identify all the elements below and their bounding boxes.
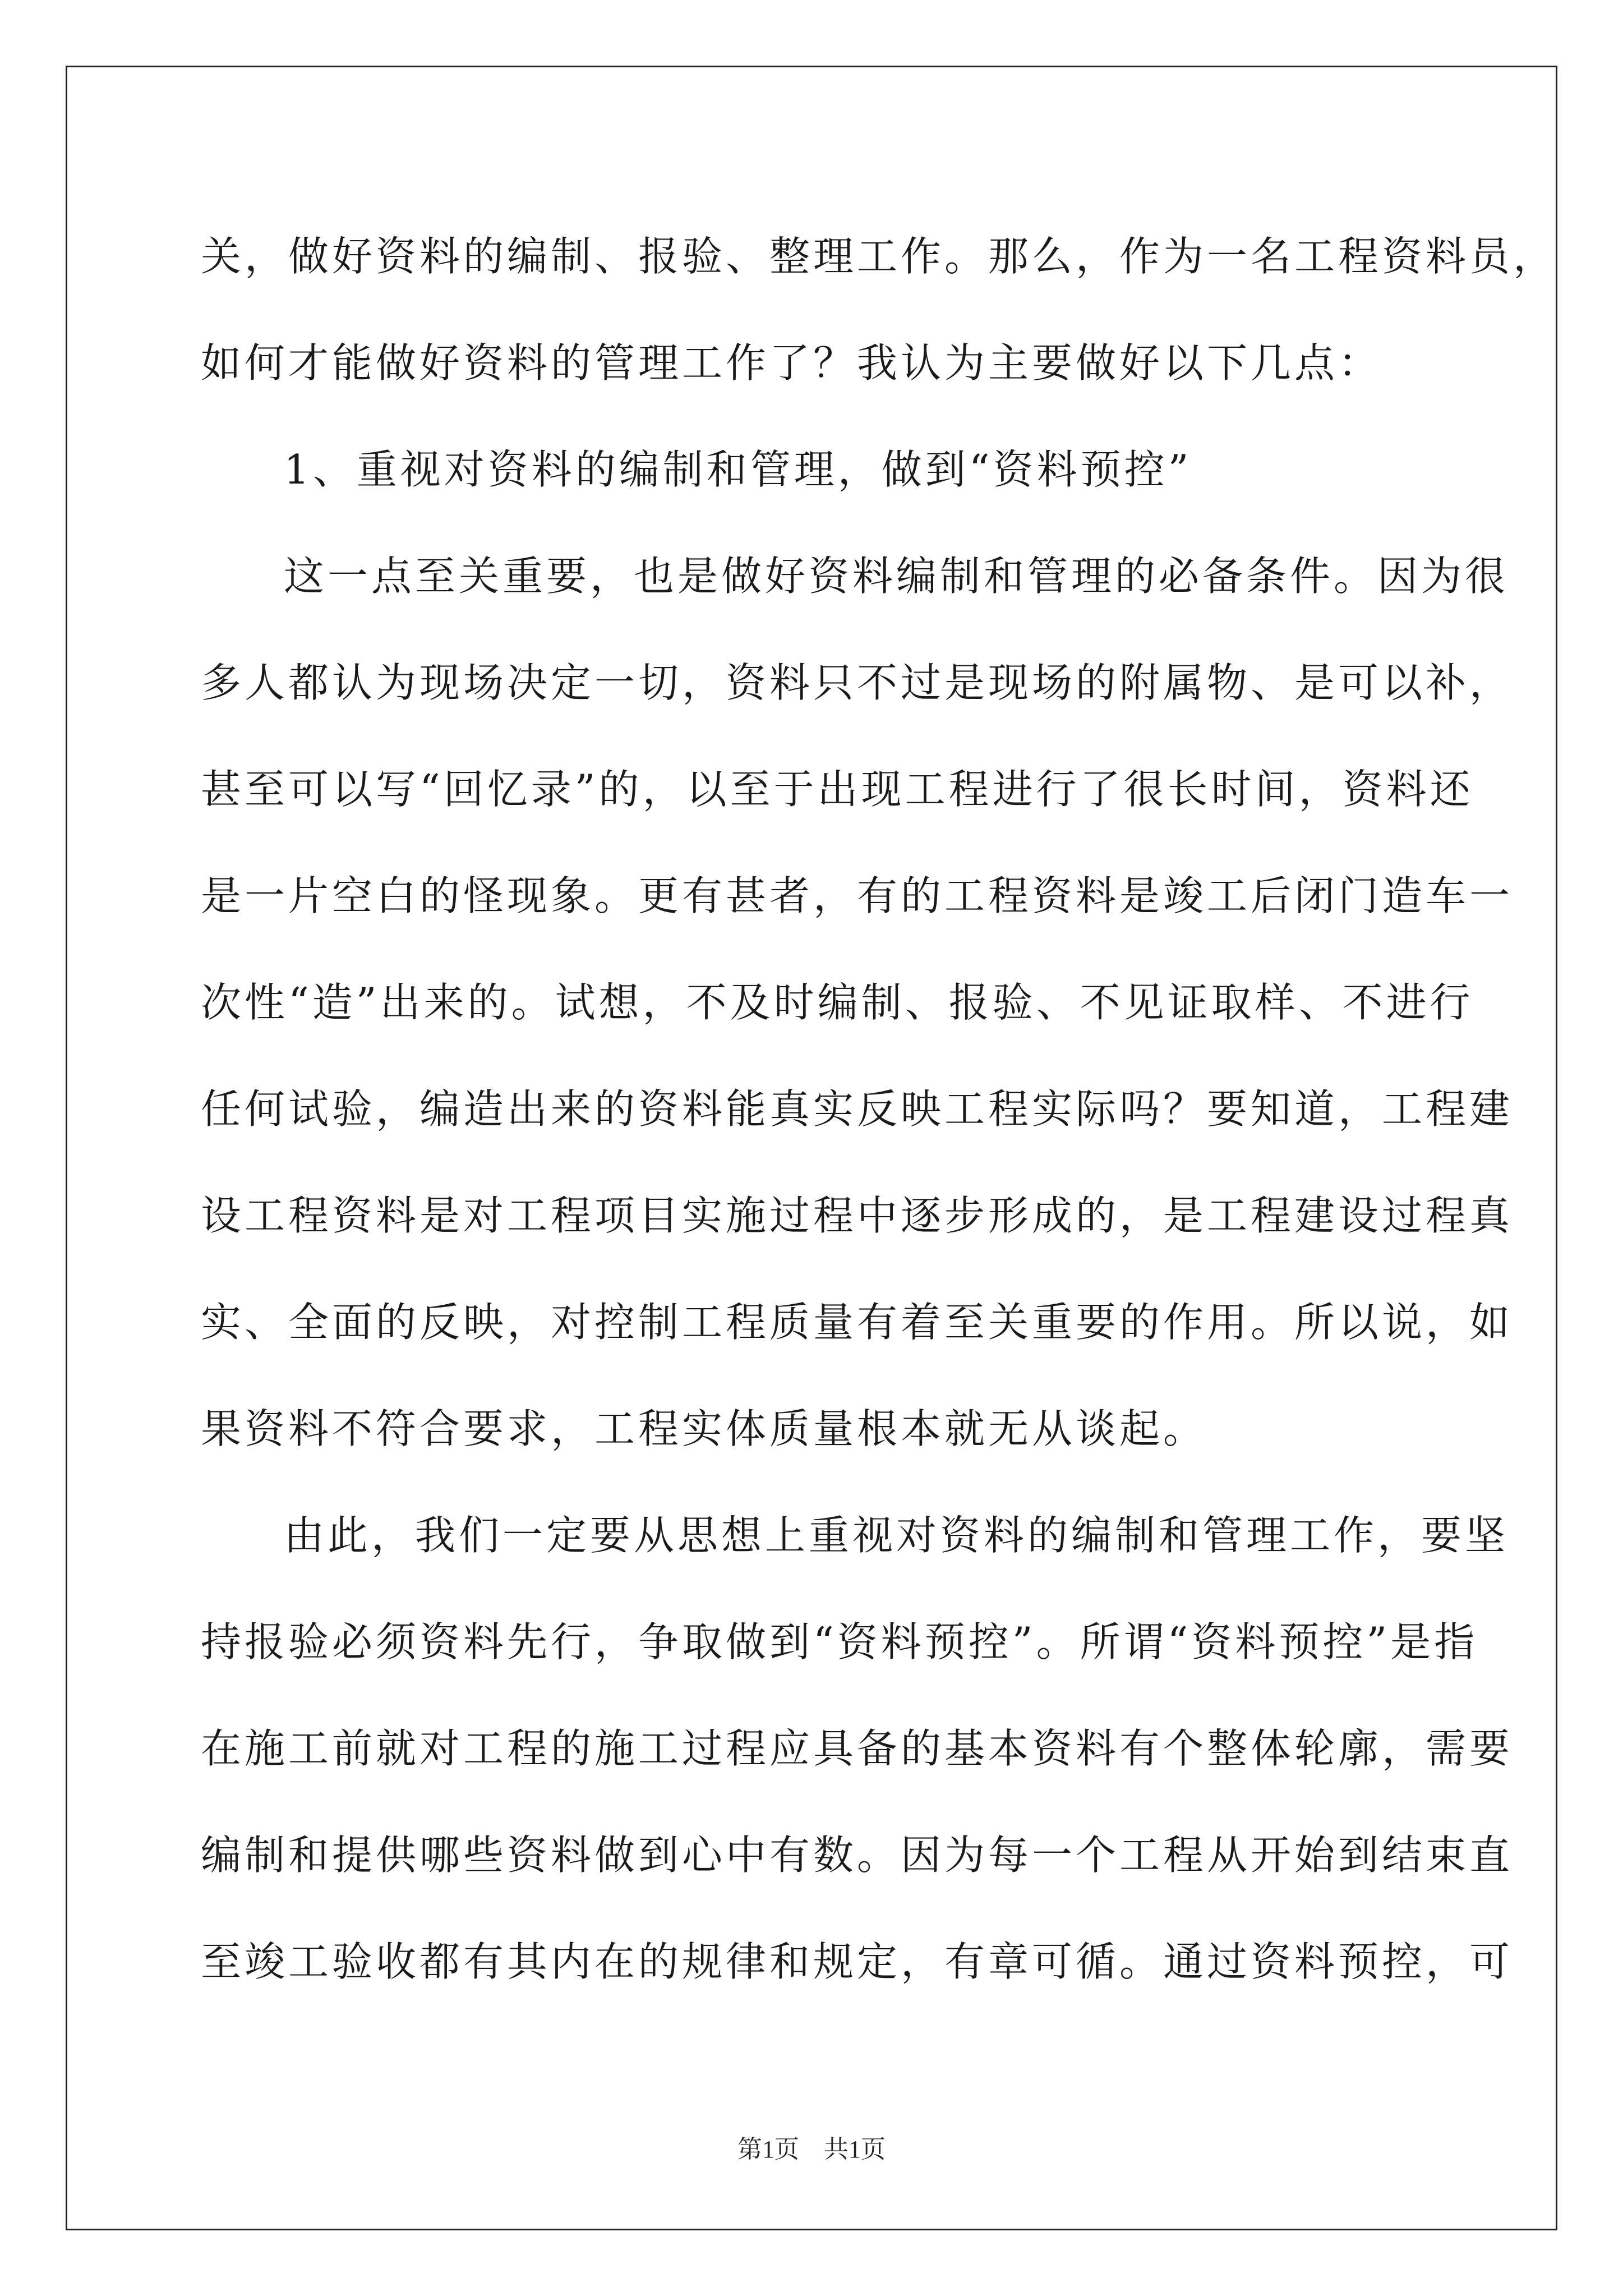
text-line-5: 多人都认为现场决定一切，资料只不过是现场的附属物、是可以补， xyxy=(201,659,1514,706)
text-line-2: 如何才能做好资料的管理工作了？我认为主要做好以下几点： xyxy=(201,339,1382,386)
section-heading-1: 1、重视对资料的编制和管理，做到“资料预控” xyxy=(284,446,1192,493)
text-line-17: 至竣工验收都有其内在的规律和规定，有章可循。通过资料预控，可 xyxy=(201,1938,1514,1985)
text-line-10: 设工程资料是对工程项目实施过程中逐步形成的，是工程建设过程真 xyxy=(201,1192,1514,1239)
text-line-14: 持报验必须资料先行，争取做到“资料预控”。所谓“资料预控”是指 xyxy=(201,1618,1478,1665)
text-line-1: 关，做好资料的编制、报验、整理工作。那么，作为一名工程资料员， xyxy=(201,233,1557,280)
text-line-16: 编制和提供哪些资料做到心中有数。因为每一个工程从开始到结束直 xyxy=(201,1832,1514,1879)
text-line-11: 实、全面的反映，对控制工程质量有着至关重要的作用。所以说，如 xyxy=(201,1299,1514,1346)
text-line-8: 次性“造”出来的。试想，不及时编制、报验、不见证取样、不进行 xyxy=(201,979,1474,1026)
text-line-7: 是一片空白的怪现象。更有甚者，有的工程资料是竣工后闭门造车一 xyxy=(201,872,1514,919)
text-line-12: 果资料不符合要求，工程实体质量根本就无从谈起。 xyxy=(201,1405,1207,1452)
text-line-15: 在施工前就对工程的施工过程应具备的基本资料有个整体轮廓，需要 xyxy=(201,1725,1514,1772)
text-line-9: 任何试验，编造出来的资料能真实反映工程实际吗？要知道，工程建 xyxy=(201,1085,1514,1133)
text-line-6: 甚至可以写“回忆录”的，以至于出现工程进行了很长时间，资料还 xyxy=(201,766,1474,813)
page-number-footer: 第1页 共1页 xyxy=(737,2136,886,2163)
document-body xyxy=(201,203,1557,2015)
text-line-4: 这一点至关重要，也是做好资料编制和管理的必备条件。因为很 xyxy=(284,553,1509,600)
text-line-13: 由此，我们一定要从思想上重视对资料的编制和管理工作，要坚 xyxy=(284,1512,1509,1559)
